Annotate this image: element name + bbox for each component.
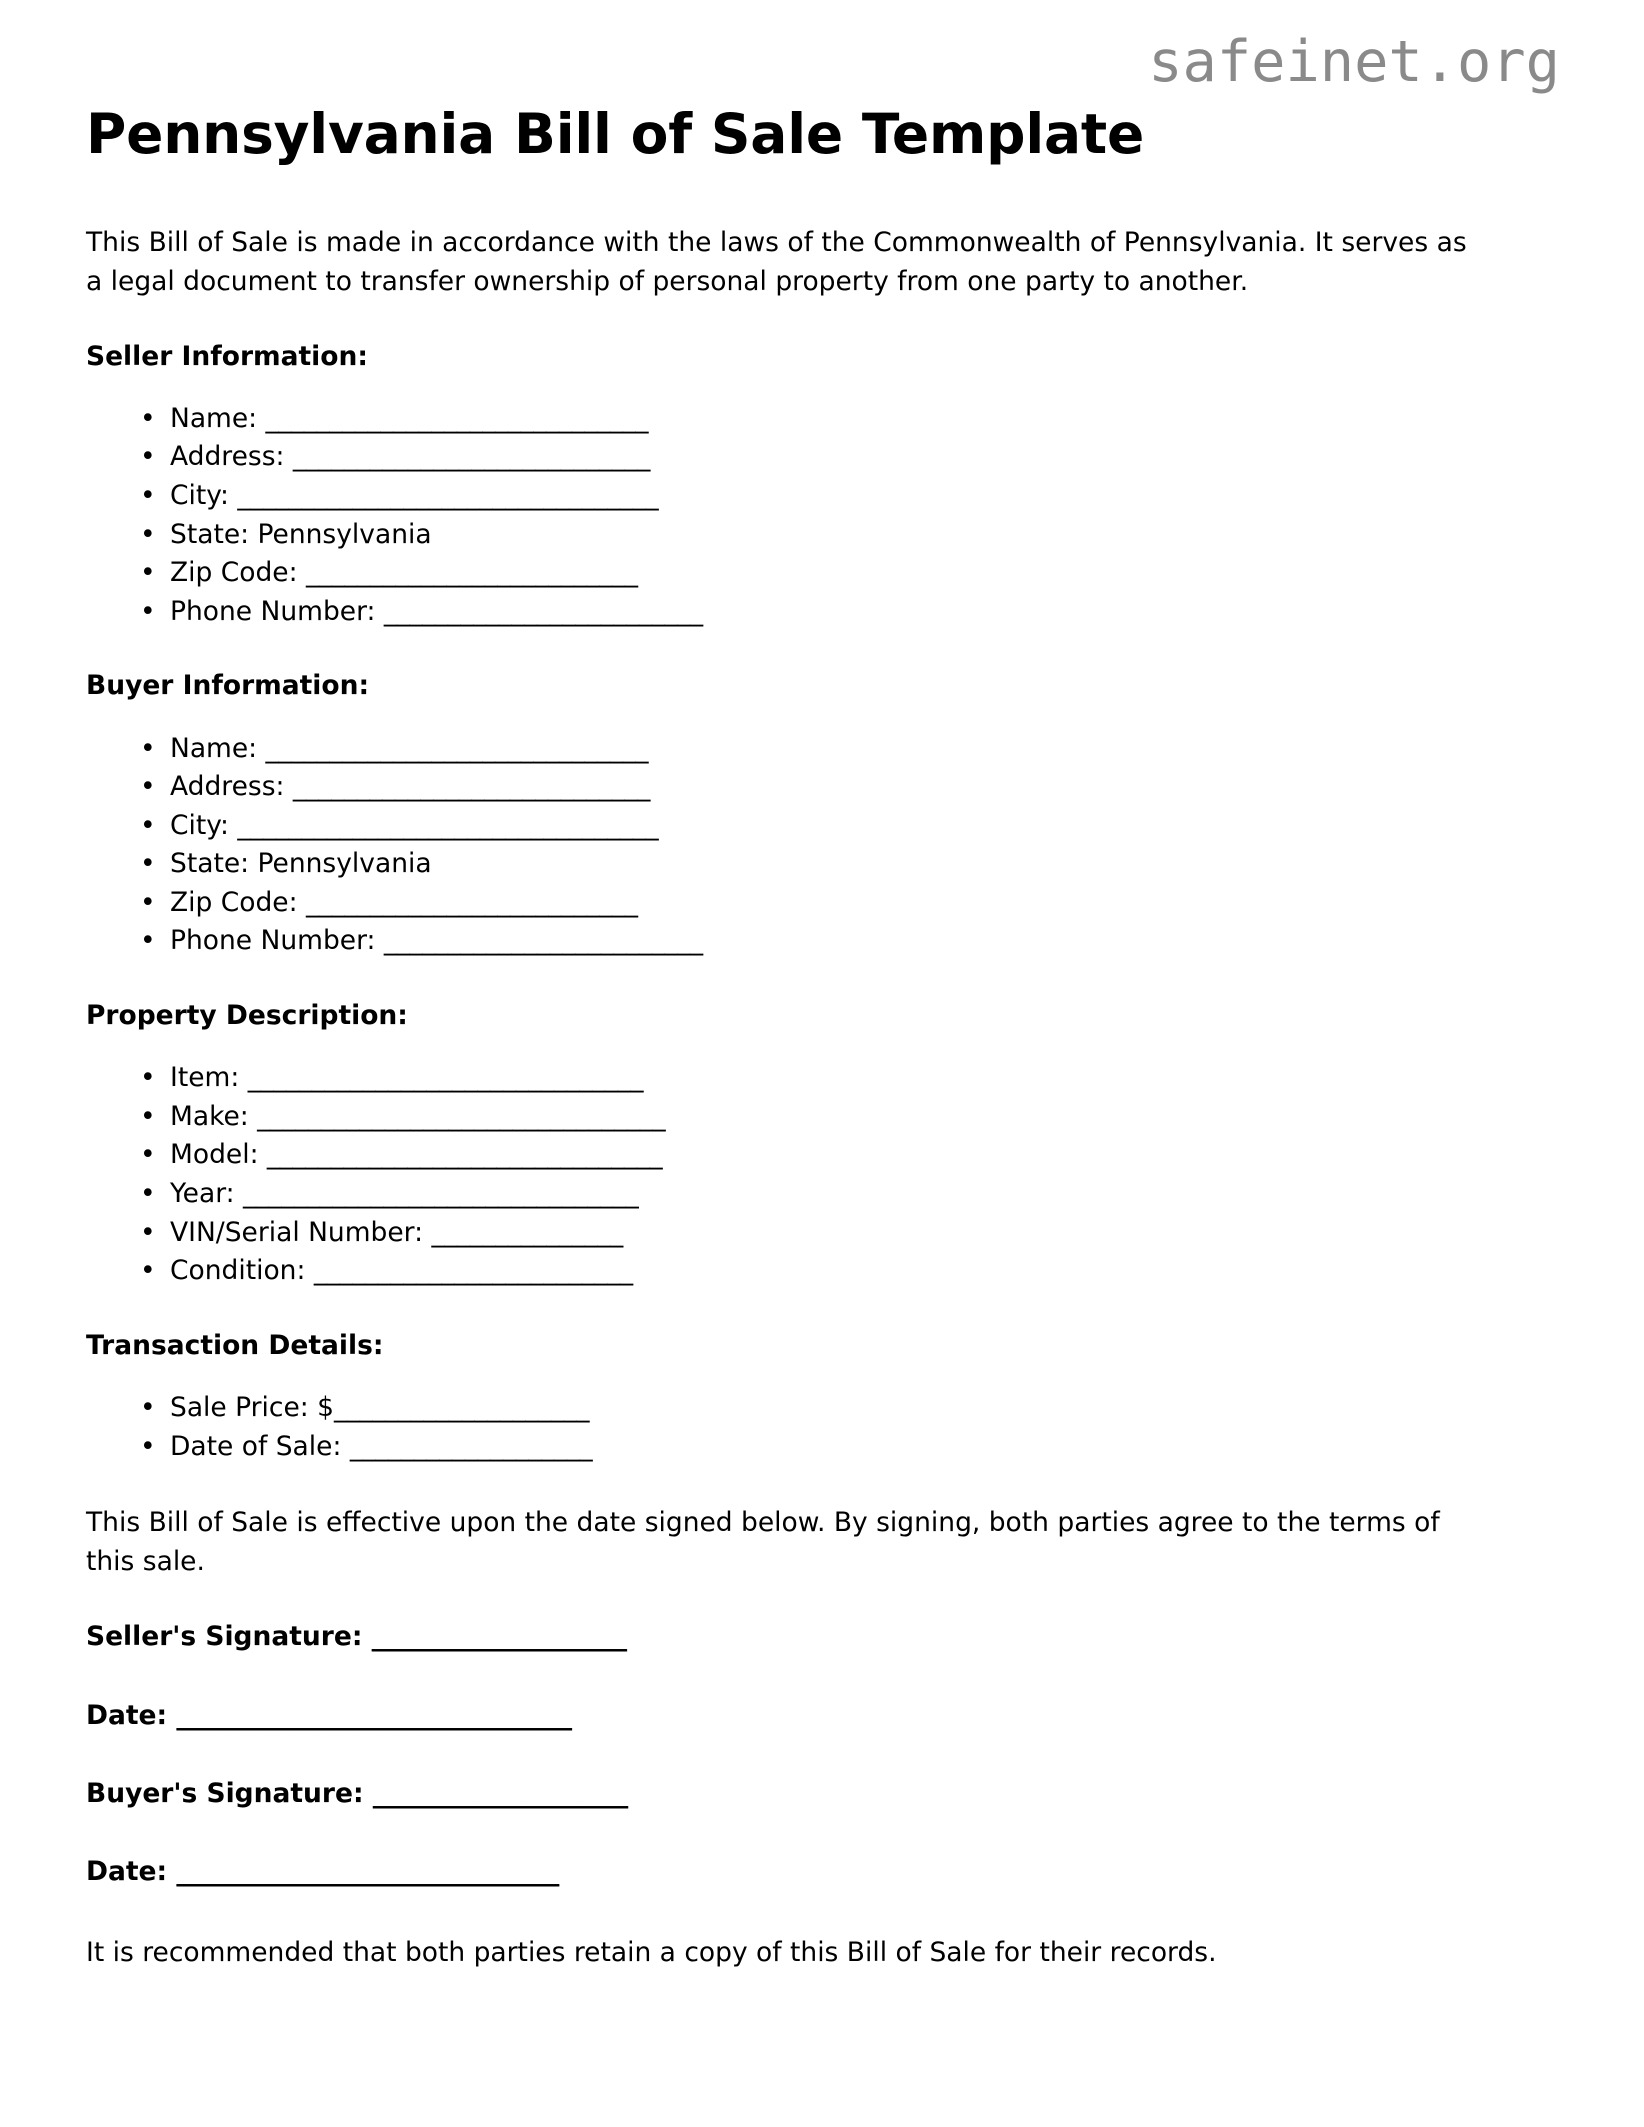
- buyer-date-line: [86, 1855, 1506, 1889]
- list-item: [140, 768, 1506, 807]
- list-item: [140, 1175, 1506, 1214]
- signature-label: Buyer's Signature:: [86, 1777, 373, 1809]
- list-item: [140, 400, 1506, 439]
- section-heading-buyer: Buyer Information:: [86, 670, 370, 702]
- field-label: Phone Number:: [170, 925, 384, 957]
- field-label: State: Pennsylvania: [170, 518, 432, 550]
- list-item: [140, 1214, 1506, 1253]
- field-blank[interactable]: _________________________: [383, 595, 703, 627]
- field-label: Condition:: [170, 1255, 314, 1287]
- field-blank[interactable]: _______________________________: [243, 1178, 639, 1210]
- list-item: [140, 438, 1506, 477]
- field-label: Model:: [170, 1139, 267, 1171]
- list-item: [140, 593, 1506, 632]
- field-label: Sale Price: $: [170, 1392, 335, 1424]
- field-label: Name:: [170, 732, 266, 764]
- list-item: [140, 477, 1506, 516]
- list-item: [140, 554, 1506, 593]
- field-blank[interactable]: ____________________________: [292, 771, 650, 803]
- field-blank[interactable]: _______________________________: [247, 1062, 643, 1094]
- list-item: [140, 884, 1506, 923]
- field-label: Name:: [170, 402, 266, 434]
- list-item: [140, 845, 1506, 884]
- seller-field-list: [86, 400, 1506, 631]
- field-blank[interactable]: __________________________: [305, 886, 638, 918]
- list-item: [140, 516, 1506, 555]
- signature-label: Seller's Signature:: [86, 1621, 372, 1653]
- field-blank[interactable]: ______________________________: [265, 732, 649, 764]
- site-watermark: safeinet.org: [1148, 29, 1560, 95]
- field-blank[interactable]: ___________________: [349, 1430, 593, 1462]
- field-blank[interactable]: _________________________________: [237, 809, 659, 841]
- list-item: [140, 807, 1506, 846]
- intro-paragraph: This Bill of Sale is made in accordance with the laws of the Commonwealth of Pennsylvania. It serves as a legal document to transfer ownership of personal property from one party to another.: [86, 226, 1467, 297]
- list-item: [140, 922, 1506, 961]
- field-blank[interactable]: _______________: [431, 1216, 623, 1248]
- field-label: City:: [170, 809, 238, 841]
- signature-blank[interactable]: ____________________: [372, 1777, 628, 1809]
- list-item: [140, 1252, 1506, 1291]
- field-blank[interactable]: _______________________________: [266, 1139, 663, 1171]
- field-blank[interactable]: ______________________________: [265, 402, 649, 434]
- field-label: City:: [170, 480, 238, 512]
- list-item: [140, 1059, 1506, 1098]
- property-field-list: [86, 1059, 1506, 1290]
- list-item: [140, 1389, 1506, 1428]
- signature-label: Date:: [86, 1699, 177, 1731]
- signature-label: Date:: [86, 1856, 177, 1888]
- field-label: Phone Number:: [170, 595, 384, 627]
- field-blank[interactable]: ________________________________: [257, 1100, 666, 1132]
- field-label: Make:: [170, 1100, 258, 1132]
- field-label: Address:: [170, 441, 293, 473]
- field-blank[interactable]: _________________________: [313, 1255, 633, 1287]
- buyer-signature-line: [86, 1777, 1506, 1811]
- field-blank[interactable]: ____________________: [334, 1392, 590, 1424]
- section-heading-seller: Seller Information:: [86, 340, 368, 372]
- signature-blank[interactable]: _______________________________: [176, 1699, 572, 1731]
- field-label: VIN/Serial Number:: [170, 1216, 432, 1248]
- effective-paragraph: This Bill of Sale is effective upon the date signed below. By signing, both parties agree to the terms of this sale.: [86, 1507, 1440, 1578]
- transaction-field-list: [86, 1389, 1506, 1466]
- field-label: Zip Code:: [170, 557, 306, 589]
- field-label: Address:: [170, 771, 293, 803]
- field-label: Item:: [170, 1062, 248, 1094]
- field-blank[interactable]: __________________________: [305, 557, 638, 589]
- signature-blank[interactable]: ____________________: [371, 1621, 627, 1653]
- signature-blank[interactable]: ______________________________: [176, 1856, 559, 1888]
- list-item: [140, 730, 1506, 769]
- field-blank[interactable]: _________________________: [383, 925, 703, 957]
- closing-paragraph: It is recommended that both parties retain a copy of this Bill of Sale for their records.: [86, 1936, 1217, 1968]
- list-item: [140, 1098, 1506, 1137]
- field-label: State: Pennsylvania: [170, 848, 432, 880]
- document-content: [86, 104, 1506, 1973]
- seller-date-line: [86, 1699, 1506, 1733]
- list-item: [140, 1136, 1506, 1175]
- section-heading-transaction: Transaction Details:: [86, 1329, 384, 1361]
- field-blank[interactable]: _________________________________: [237, 480, 659, 512]
- field-label: Year:: [170, 1178, 243, 1210]
- seller-signature-line: [86, 1620, 1506, 1654]
- buyer-field-list: [86, 730, 1506, 961]
- field-blank[interactable]: ____________________________: [292, 441, 650, 473]
- list-item: [140, 1428, 1506, 1467]
- page-title: Pennsylvania Bill of Sale Template: [86, 102, 1145, 166]
- field-label: Zip Code:: [170, 886, 306, 918]
- field-label: Date of Sale:: [170, 1430, 350, 1462]
- section-heading-property: Property Description:: [86, 999, 408, 1031]
